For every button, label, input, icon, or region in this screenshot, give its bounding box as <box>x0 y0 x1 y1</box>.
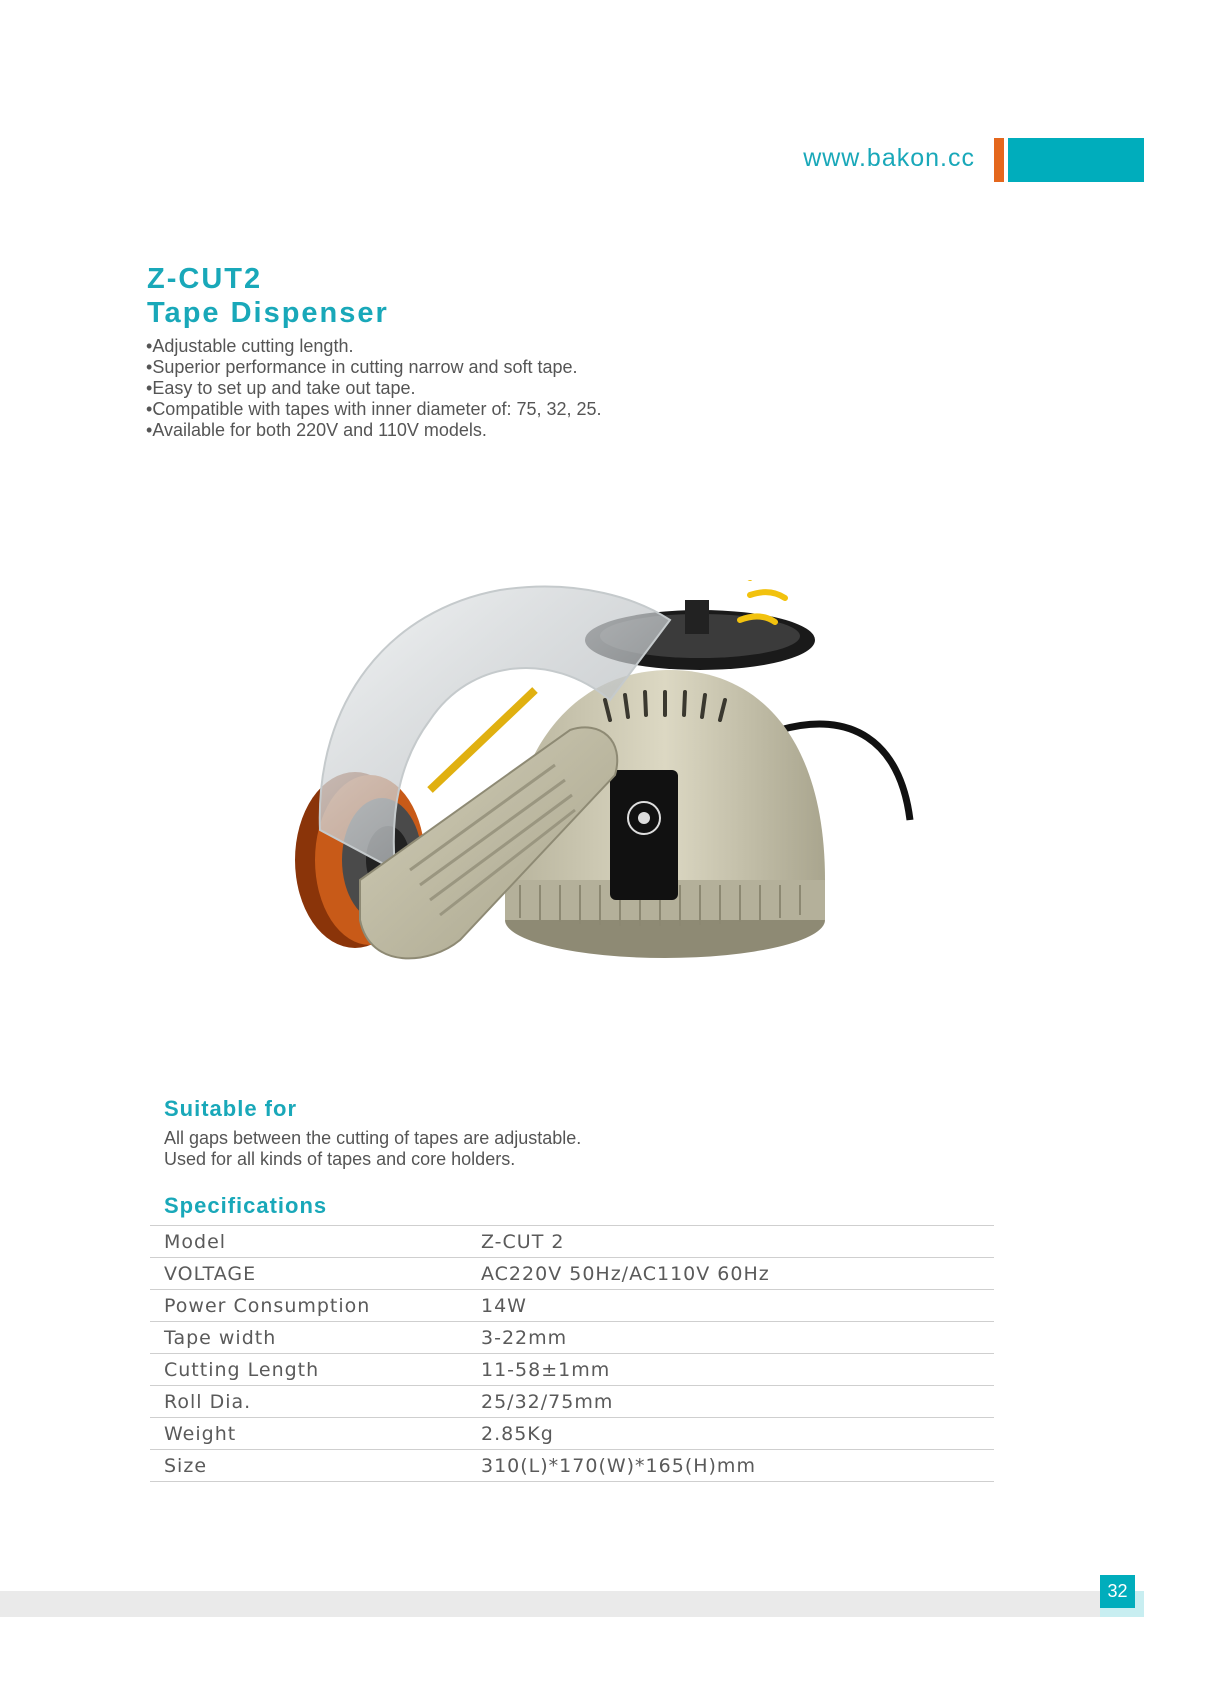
spec-key: Power Consumption <box>164 1294 371 1317</box>
product-title-block <box>147 262 389 330</box>
spec-value: 310(L)*170(W)*165(H)mm <box>481 1454 756 1477</box>
suitable-title: Suitable for <box>164 1096 298 1121</box>
spec-key: Cutting Length <box>164 1358 320 1381</box>
spec-key: Roll Dia. <box>164 1390 252 1413</box>
spec-key: Tape width <box>164 1326 277 1349</box>
feature-item: • Adjustable cutting length. <box>146 336 602 357</box>
suitable-line: All gaps between the cutting of tapes are adjustable. <box>164 1128 582 1148</box>
spec-value: 25/32/75mm <box>481 1390 614 1413</box>
feature-list <box>146 336 602 441</box>
spec-value: Z-CUT 2 <box>481 1230 565 1253</box>
spec-key: Size <box>164 1454 208 1477</box>
table-row <box>150 1226 994 1258</box>
website-url[interactable]: www.bakon.cc <box>803 144 975 172</box>
feature-item: • Easy to set up and take out tape. <box>146 378 602 399</box>
table-row <box>150 1290 994 1322</box>
feature-item: • Available for both 220V and 110V models. <box>146 420 602 441</box>
spec-value: 14W <box>481 1294 527 1317</box>
spec-value: AC220V 50Hz/AC110V 60Hz <box>481 1262 770 1285</box>
footer-bar <box>0 1591 1144 1617</box>
table-row <box>150 1450 994 1482</box>
spec-key: Model <box>164 1230 227 1253</box>
specifications-title: Specifications <box>164 1193 328 1218</box>
suitable-text <box>164 1128 581 1170</box>
feature-item: • Compatible with tapes with inner diameter of: 75, 32, 25. <box>146 399 602 420</box>
spec-key: VOLTAGE <box>164 1262 257 1285</box>
spec-value: 11-58±1mm <box>481 1358 611 1381</box>
feature-item: • Superior performance in cutting narrow and soft tape. <box>146 357 602 378</box>
spec-value: 3-22mm <box>481 1326 568 1349</box>
page-number: 32 <box>1100 1575 1135 1608</box>
header-accent-teal <box>1008 138 1144 182</box>
specifications-table <box>150 1225 994 1482</box>
table-row <box>150 1386 994 1418</box>
suitable-line: Used for all kinds of tapes and core holders. <box>164 1149 516 1169</box>
product-subtitle: Tape Dispenser <box>147 297 389 329</box>
table-row <box>150 1418 994 1450</box>
table-row <box>150 1322 994 1354</box>
table-row <box>150 1258 994 1290</box>
spec-key: Weight <box>164 1422 237 1445</box>
tape-dispenser-image <box>280 580 1000 1030</box>
spec-value: 2.85Kg <box>481 1422 554 1445</box>
product-model-title: Z-CUT2 <box>147 263 263 295</box>
header-accent-orange <box>994 138 1004 182</box>
table-row <box>150 1354 994 1386</box>
